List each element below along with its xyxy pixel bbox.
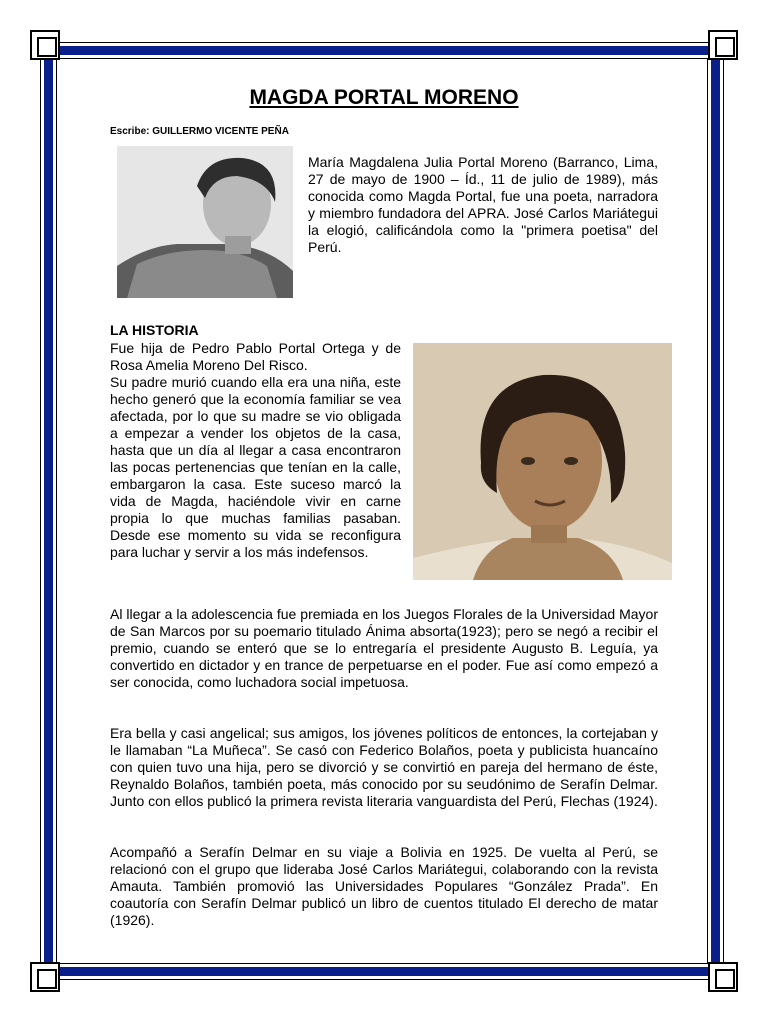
corner-ornament-bottom-right [708, 962, 738, 992]
portrait-photo-bw [117, 146, 293, 298]
body-paragraph-1: Al llegar a la adolescencia fue premiada en los Juegos Florales de la Universidad Mayor de San Marcos por su poemario titulado Ánima absorta(1923); pero se negó a recibir el premio, cuando se enteró que se lo entregaría el presidente Augusto B. Leguía, ya convertido en dictador y en trance de perpetuarse en el poder. Fue así como empezó a ser conocida, como luchadora social impetuosa. [110, 606, 658, 690]
byline: Escribe: GUILLERMO VICENTE PEÑA [110, 126, 289, 137]
history-paragraph: Fue hija de Pedro Pablo Portal Ortega y de Rosa Amelia Moreno Del Risco. [110, 340, 401, 373]
portrait-photo-sepia [413, 343, 672, 580]
corner-ornament-top-right [708, 30, 738, 60]
history-text [110, 340, 401, 561]
page-title: MAGDA PORTAL MORENO [249, 86, 519, 109]
body-paragraph-2: Era bella y casi angelical; sus amigos, los jóvenes políticos de entonces, la cortejaban y le llamaban “La Muñeca”. Se casó con Federico Bolaños, poeta y publicista huancaíno con quien tuvo una hija, pero se divorció y se convirtió en pareja del hermano de éste, Reynaldo Bolaños, también poeta, más conocido por su seudónimo de Serafín Delmar. Junto con ellos publicó la primera revista literaria vanguardista del Perú, Flechas (1924). [110, 725, 658, 809]
corner-ornament-bottom-left [30, 962, 60, 992]
intro-paragraph: María Magdalena Julia Portal Moreno (Barranco, Lima, 27 de mayo de 1900 – Íd., 11 de julio de 1989), más conocida como Magda Portal, fue una poeta, narradora y miembro fundadora del APRA. José Carlos Mariátegui la elogió, calificándola como la "primera poetisa" del Perú. [308, 154, 658, 255]
corner-ornament-top-left [30, 30, 60, 60]
history-paragraph: Su padre murió cuando ella era una niña, este hecho generó que la economía familiar se vea afectada, por lo que su madre se vio obligada a empezar a vender los objetos de la casa, hasta que un día al llegar a casa encontraron las pocas pertenencias que tenían en la calle, embargaron la casa. Este suceso marcó la vida de Magda, haciéndole vivir en carne propia lo que muchas familias pasaban. Desde ese momento su vida se reconfigura para luchar y servir a los más indefensos. [110, 374, 401, 560]
body-paragraph-3: Acompañó a Serafín Delmar en su viaje a Bolivia en 1925. De vuelta al Perú, se relacionó con el grupo que lideraba José Carlos Mariátegui, colaborando con la revista Amauta. También promovió las Universidades Populares “González Prada”. En coautoría con Serafín Delmar publicó un libro de cuentos titulado El derecho de matar (1926). [110, 844, 658, 928]
section-title-history: LA HISTORIA [110, 322, 199, 338]
